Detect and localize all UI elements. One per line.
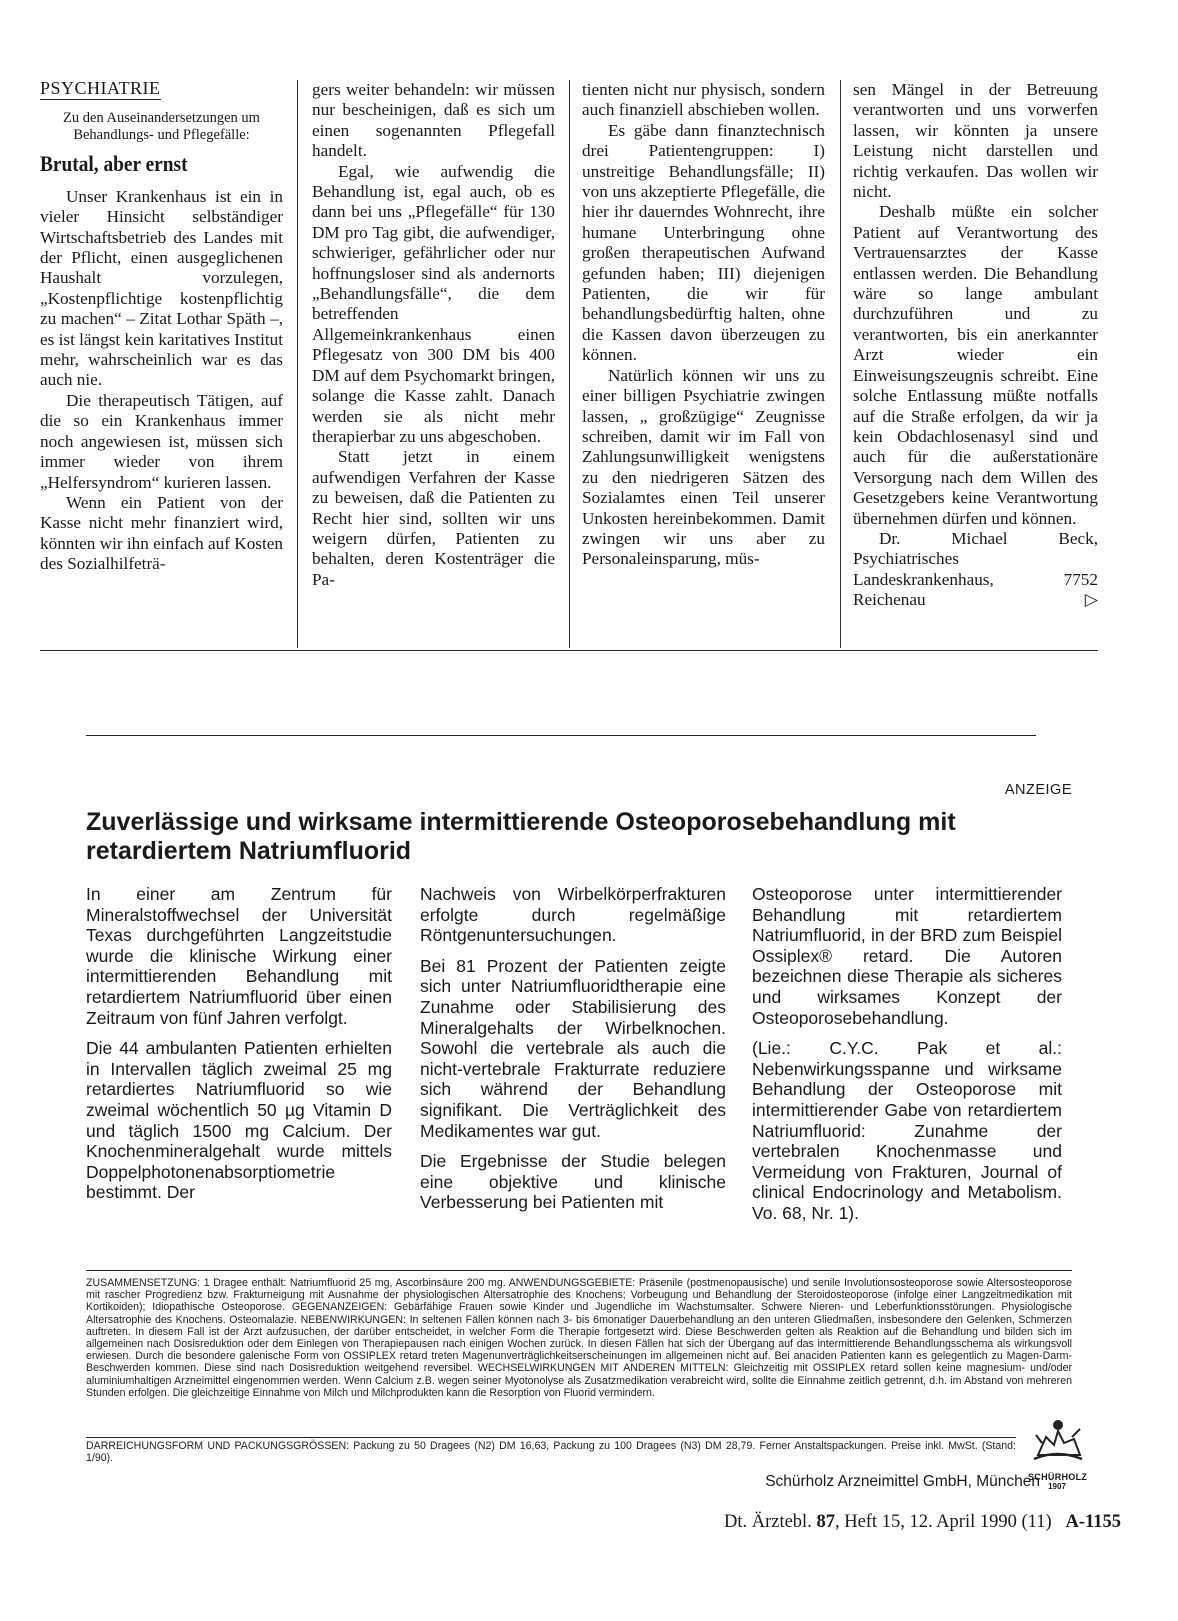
signature-name: Dr. Michael Beck, Psychiatrisches Landeskrankenhaus, 7752 Reichenau (853, 528, 1098, 610)
letter-column-3 (582, 80, 825, 570)
ad-column-3 (752, 884, 1062, 1234)
dosage-rule (86, 1437, 1016, 1438)
paragraph: Unser Krankenhaus ist ein in vieler Hinsicht selbständiger Wirtschaftsbetrieb des Landes mit der Pflicht, einen ausgeglichenen Haushalt vorzulegen, „Kostenpflichtige kostenpflichtig zu machen“ – Zitat Lothar Späth –, es ist längst kein karitatives Institut mehr, wahrscheinlich war es das auch nie. (40, 186, 283, 390)
paragraph: Egal, wie aufwendig die Behandlung ist, egal auch, ob es dann bei uns „Pflegefälle“ für 130 DM pro Tag gibt, die aufwendiger, schwieriger, gefährlicher oder nur hoffnungsloser sind als andernorts „Behandlungsfälle“, die dem betreffenden Allgemeinkrankenhaus einen Pflegesatz von 300 DM bis 400 DM auf dem Psychomarkt bringen, solange die Kasse zahlt. Danach werden sie als nicht mehr therapierbar zu uns abgeschoben. (312, 161, 555, 446)
ad-label: ANZEIGE (1004, 782, 1072, 798)
paragraph: Nachweis von Wirbelkörperfrakturen erfolgte durch regelmäßige Röntgenuntersuchungen. (420, 884, 726, 946)
issue-info: , Heft 15, 12. April 1990 (11) (834, 1512, 1052, 1532)
paragraph: Es gäbe dann finanztechnisch drei Patientengruppen: I) unstreitige Behandlungsfälle; II) von uns akzeptierte Pflegefälle, die hier ihr dauerndes Wohnrecht, ihre humane Unterbringung ohne großen therapeutischen Aufwand gefunden haben; III) diejenigen Patienten, die wir für behandlungsbedürftig halten, ohne die Kassen davon überzeugen zu können. (582, 120, 825, 365)
paragraph: Natürlich können wir uns zu einer billigen Psychiatrie zwingen lassen, „ großzügige“ Zeugnisse schreiben, damit wir im Fall von Zahlungsunwilligkeit wenigstens zu den niedrigeren Sätzen des Sozialamtes einen Teil unserer Unkosten hereinbekommen. Damit zwingen wir uns aber zu Personaleinsparung, müs- (582, 365, 825, 569)
column-divider (297, 80, 298, 648)
paragraph: In einer am Zentrum für Mineralstoffwechsel der Universität Texas durchgeführten Langzeitstudie wurde die klinische Wirkung einer intermittierenden Behandlung mit retardiertem Natriumfluorid über einen Zeitraum von fünf Jahren verfolgt. (86, 884, 392, 1028)
letter-column-4 (853, 80, 1098, 611)
journal-name: Dt. Ärztebl. (723, 1512, 812, 1532)
ad-column-2 (420, 884, 726, 1223)
letter-lede: Zu den Auseinandersetzungen um Behandlungs- und Pflegefälle: (63, 110, 260, 144)
letter-headline: Brutal, aber ernst (40, 151, 188, 177)
paragraph: gers weiter behandeln: wir müssen nur bescheinigen, daß es sich um einen sogenannten Pflegefall handelt. (312, 80, 555, 161)
letter-bottom-rule (40, 650, 1098, 651)
fine-print (86, 1277, 1072, 1399)
page-number: A-1155 (1065, 1512, 1121, 1532)
paragraph: Osteoporose unter intermittierender Behandlung mit retardiertem Natriumfluorid, in der BRD zum Beispiel Ossiplex® retard. Die Autoren bezeichnen diese Therapie als sicheres und wirksames Konzept der Osteoporosebehandlung. (752, 884, 1062, 1028)
letter-column-2 (312, 80, 555, 590)
paragraph: Die Ergebnisse der Studie belegen eine objektive und klinische Verbesserung bei Patienten mit (420, 1151, 726, 1213)
paragraph: (Lie.: C.Y.C. Pak et al.: Nebenwirkungsspanne und wirksame Behandlung der Osteoporose mit intermittierender Gabe von retardiertem Natriumfluorid: Zunahme der vertebralen Knochenmasse und Vermeidung von Frakturen, Journal of clinical Endocrinology and Metabolism. Vo. 68, Nr. 1). (752, 1038, 1062, 1223)
page-footer (724, 1512, 1121, 1533)
logo-text: SCHÜRHOLZ (1028, 1472, 1088, 1482)
paragraph: Deshalb müßte ein solcher Patient auf Verantwortung des Vertrauensarztes der Kasse entlassen werden. Die Behandlung wäre so lange ambulant durchzuführen und zu verantworten, bis ein anerkannter Arzt wieder ein Einweisungszeugnis schreibt. Eine solche Entlassung müßte notfalls auf die Straße erfolgen, da wir ja kein Obdachlosenasyl sind und auch für die außerstationäre Versorgung nach dem Willen des Gesetzgebers keine Verantwortung übernehmen dürfen und können. (853, 202, 1098, 528)
ad-title: Zuverlässige und wirksame intermittierende Osteoporosebehandlung mit retardiertem Natriumfluorid (86, 808, 956, 865)
ad-top-rule (86, 735, 1036, 736)
ad-column-1 (86, 884, 392, 1213)
paragraph: Statt jetzt in einem aufwendigen Verfahren der Kasse zu beweisen, daß die Patienten zu Recht hier sind, sollten wir uns weigern dürfen, Patienten zu behalten, deren Kostenträger die Pa- (312, 447, 555, 589)
paragraph: Wenn ein Patient von der Kasse nicht mehr finanziert wird, könnten wir ihn einfach auf Kosten des Sozialhilfeträ- (40, 492, 283, 574)
dosage-block (86, 1440, 1016, 1464)
continue-arrow-icon: ▷ (1084, 590, 1098, 610)
section-label: PSYCHIATRIE (40, 78, 161, 100)
paragraph: Die 44 ambulanten Patienten erhielten in Intervallen täglich zweimal 25 mg retardiertes Natriumfluorid so wie zweimal wöchentlich 50 µg Vitamin D und täglich 1500 mg Calcium. Der Knochenmineralgehalt wurde mittels Doppelphotonenabsorptiometrie bestimmt. Der (86, 1038, 392, 1203)
column-divider (840, 80, 841, 648)
fineprint-rule (86, 1270, 1072, 1271)
letter-column-1 (40, 78, 283, 575)
composition-text: ZUSAMMENSETZUNG: 1 Dragee enthält: Natriumfluorid 25 mg, Ascorbinsäure 200 mg. ANWENDUNGSGEBIETE: Präsenile (postmenopausische) und senile Involutionsosteoporose sowie Altersosteoporose mit rascher Progredienz bzw. Frakturneigung mit Ausnahme der physiologischen Altersatrophie des Knochens; Vorbeugung und Behandlung der Steroidosteoporose (infolge einer Langzeitmedikation mit Kortikoiden); Idiopathische Osteoporose. GEGENANZEIGEN: Gebärfähige Frauen sowie Kinder und Jugendliche im Wachstumsalter. Schwere Nieren- und Leberfunktionsstörungen. Physiologische Altersatrophie des Knochens. Osteomalazie. NEBENWIRKUNGEN: In seltenen Fällen können nach 3- bis 6monatiger Dauerbehandlung an den unteren Gliedmaßen, insbesondere den Gelenken, Schmerzen auftreten. In diesem Fall ist der Arzt aufzusuchen, der darüber entscheidet, in welcher Form die Therapie fortgesetzt wird. Diese Beschwerden gelten als Reaktion auf die Behandlung und bilden sich im allgemeinen nach Dosisreduktion oder dem Einlegen von Therapiepausen nach einigen Wochen zurück. In diesen Fällen hat sich der Übergang auf das intermittierende Behandlungsschema als wirkungsvoll erwiesen. Durch die besondere galenische Form von OSSIPLEX retard treten Magenunverträglichkeitserscheinungen im allgemeinen nicht auf. Bei anaciden Patienten kann es gelegentlich zu Magen-Darm-Beschwerden kommen. Diese sind nach Dosisreduktion weitgehend reversibel. WECHSELWIRKUNGEN MIT ANDEREN MITTELN: Gleichzeitig mit OSSIPLEX retard sollen keine magnesium- und/oder aluminiumhaltigen Arzneimittel eingenommen werden. Wenn Calcium z.B. wegen seiner Myotonolyse als Zusatzmedikation verabreicht wird, sollte die Einnahme zeitlich getrennt, d.h. im Abstand von mehreren Stunden erfolgen. Die gleichzeitige Einnahme von Milch und Milchprodukten kann die Resorption von Fluorid vermindern. (86, 1277, 1072, 1399)
letter-signature (853, 529, 1098, 611)
paragraph: sen Mängel in der Betreuung verantworten und uns vorwerfen lassen, wir könnten ja unsere Leistung nicht darstellen und richtig verkaufen. Das wollen wir nicht. (853, 80, 1098, 202)
schuerholz-logo (1028, 1415, 1086, 1493)
column-divider (569, 80, 570, 648)
paragraph: tienten nicht nur physisch, sondern auch finanziell abschieben wollen. (582, 80, 825, 120)
paragraph: Bei 81 Prozent der Patienten zeigte sich unter Natriumfluoridtherapie eine Zunahme oder Stabilisierung des Mineralgehalts der Wirbelknochen. Sowohl die vertebrale als auch die nicht-vertebrale Frakturrate reduziere sich während der Behandlung signifikant. Die Verträglichkeit des Medikamentes war gut. (420, 955, 726, 1141)
dosage-text: DARREICHUNGSFORM UND PACKUNGSGRÖSSEN: Packung zu 50 Dragees (N2) DM 16,63, Packung zu 100 Dragees (N3) DM 28,79. Ferner Anstaltspackungen. Preise inkl. MwSt. (Stand: 1/90). (86, 1440, 1016, 1465)
paragraph: Die therapeutisch Tätigen, auf die so ein Krankenhaus immer noch angewiesen ist, müssen sich immer wieder von ihrem „Helfersyndrom“ kurieren lassen. (40, 390, 283, 492)
logo-year: 1907 (1048, 1482, 1066, 1491)
company-name: Schürholz Arzneimittel GmbH, München (765, 1473, 1040, 1490)
journal-volume: 87 (816, 1512, 835, 1532)
rider-emblem-icon (1028, 1415, 1086, 1467)
